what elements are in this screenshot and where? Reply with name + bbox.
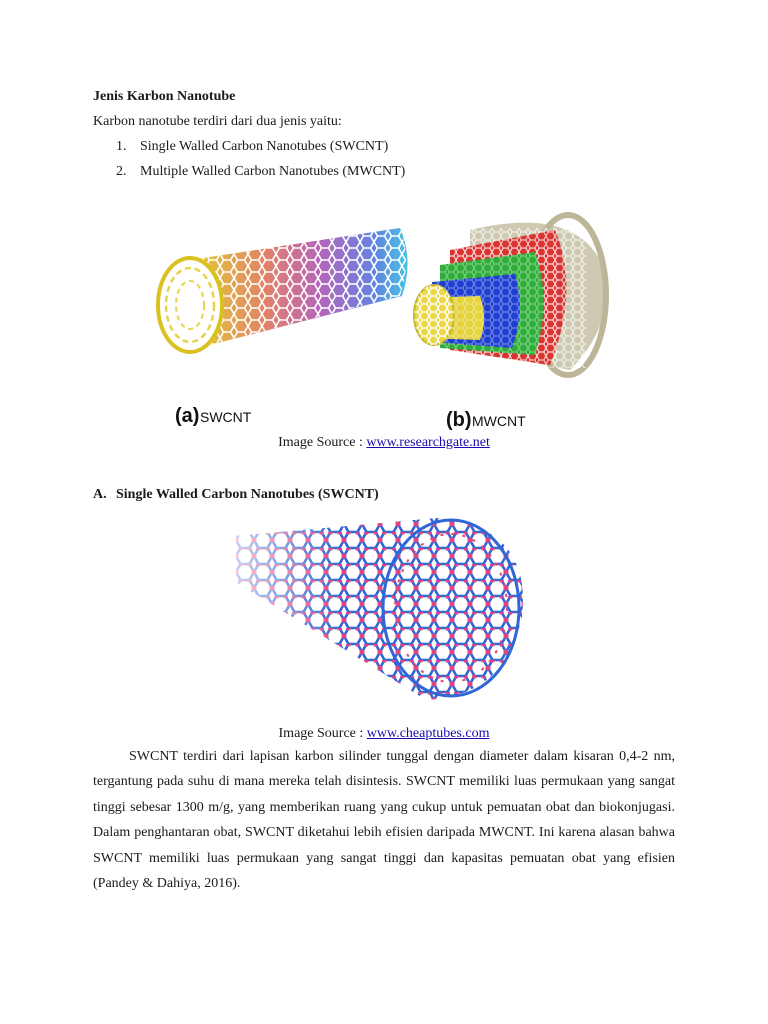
list-item-number: 1. [116,139,127,154]
figure2-caption [0,725,768,743]
paragraph-text: SWCNT terdiri dari lapisan karbon silinder tunggal dengan diameter dalam kisaran 0,4-2 nm, tergantung pada suhu di mana mereka telah disintesis. SWCNT memiliki luas permukaan yang sangat tinggi sebesar 1300 m/g, yang memberikan ruang yang cukup untuk pemuatan obat dan biokonjugasi. Dalam penghantaran obat, SWCNT diketahui lebih efisien daripada MWCNT. Ini karena alasan bahwa SWCNT memiliki luas permukaan yang sangat tinggi dan kapasitas pemuatan obat yang efisien (Pandey & Dahiya, 2016). [93,749,675,892]
figure-label-a: SWCNT [200,409,252,425]
mwcnt-tube-image [414,215,606,375]
subsection-letter: A. [93,487,107,502]
list-item-number: 2. [116,164,127,179]
subsection-title: Single Walled Carbon Nanotubes (SWCNT) [116,487,379,502]
list-item-text: Multiple Walled Carbon Nanotubes (MWCNT) [140,164,406,179]
swcnt-tube-render [236,516,532,706]
swcnt-paragraph [93,744,675,896]
section-title: Jenis Karbon Nanotube [93,89,236,104]
list-item-text: Single Walled Carbon Nanotubes (SWCNT) [140,139,389,154]
cheaptubes-link[interactable]: www.cheaptubes.com [366,726,490,741]
swcnt-molecular-figure [236,516,532,706]
caption-prefix: Image Source : [278,726,367,741]
figure-label-a-prefix: (a) [175,405,200,427]
nanotube-comparison-figure [150,200,620,430]
figure-label-b: MWCNT [472,413,526,429]
intro-text: Karbon nanotube terdiri dari dua jenis yaitu: [93,114,342,129]
figure1-caption [0,434,768,452]
researchgate-link[interactable]: www.researchgate.net [366,435,490,450]
caption-prefix: Image Source : [278,435,367,450]
figure-label-b-prefix: (b) [446,409,472,430]
swcnt-tube-image [150,200,420,370]
